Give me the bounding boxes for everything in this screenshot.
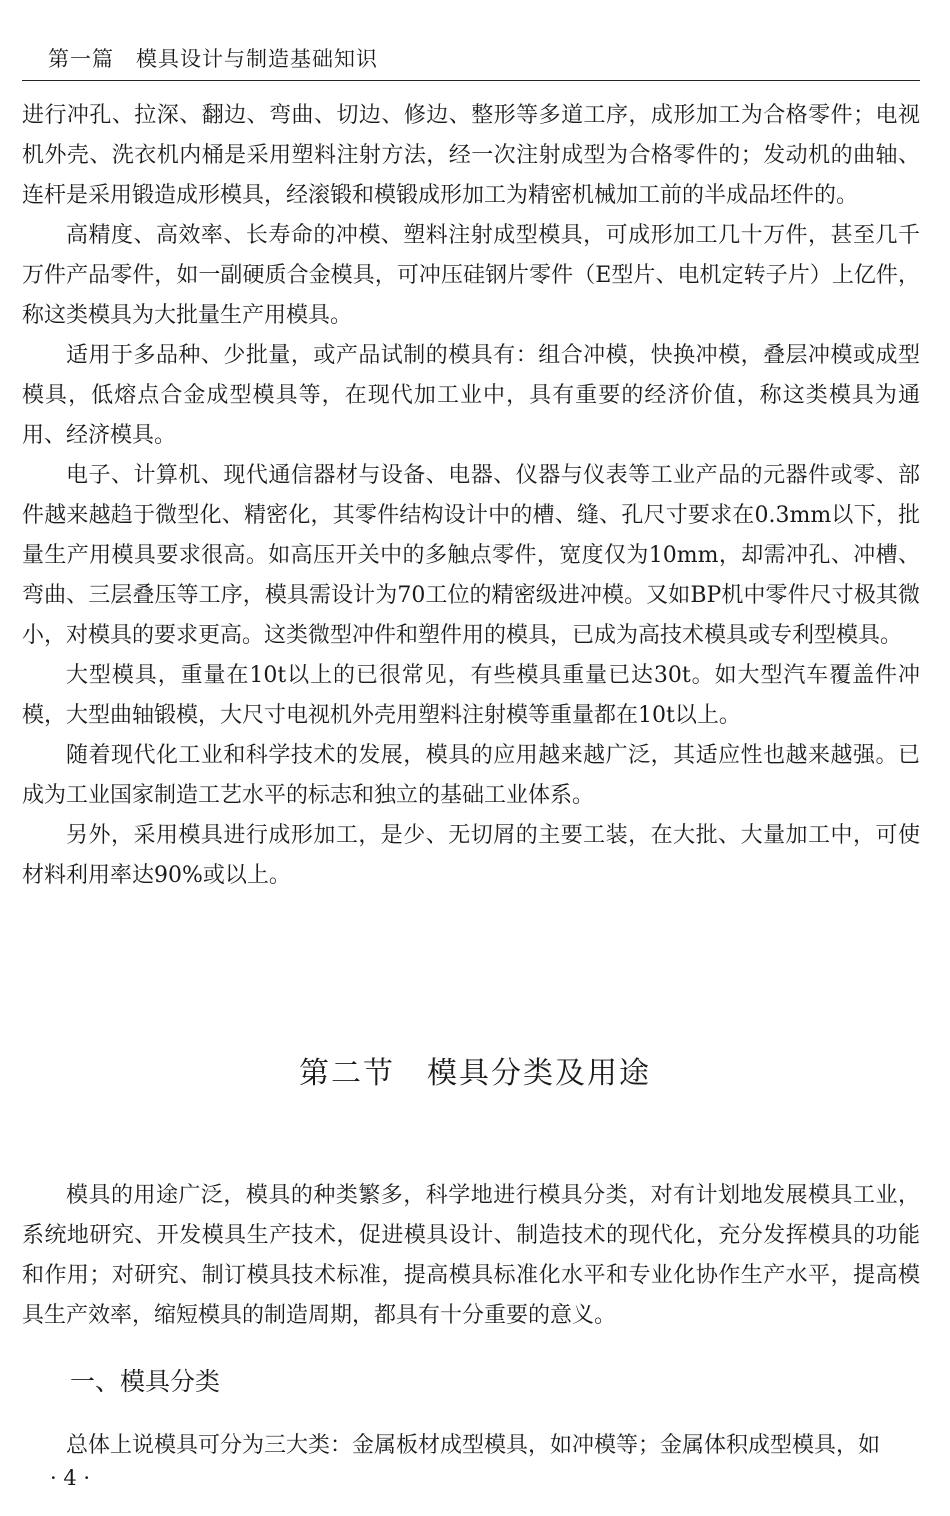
- paragraph: 总体上说模具可分为三大类：金属板材成型模具，如冲模等；金属体积成型模具，如: [66, 1433, 881, 1458]
- paragraph: 高精度、高效率、长寿命的冲模、塑料注射成型模具，可成形加工几十万件，甚至几千万件产品零件，如一副硬质合金模具，可冲压硅钢片零件（E型片、电机定转子片）上亿件，称这类模具为大批量生产用模具。: [22, 223, 920, 328]
- paragraph: 另外，采用模具进行成形加工，是少、无切屑的主要工装，在大批、大量加工中，可使材料利用率达90%或以上。: [22, 823, 920, 888]
- paragraph: 大型模具，重量在10t以上的已很常见，有些模具重量已达30t。如大型汽车覆盖件冲模，大型曲轴锻模，大尺寸电视机外壳用塑料注射模等重量都在10t以上。: [22, 663, 920, 728]
- paragraph: 进行冲孔、拉深、翻边、弯曲、切边、修边、整形等多道工序，成形加工为合格零件；电视机外壳、洗衣机内桶是采用塑料注射方法，经一次注射成型为合格零件的；发动机的曲轴、连杆是采用锻造成形模具，经滚锻和模锻成形加工为精密机械加工前的半成品坯件的。: [22, 103, 920, 208]
- section-title: 第二节 模具分类及用途: [299, 1056, 651, 1091]
- paragraph: 随着现代化工业和科学技术的发展，模具的应用越来越广泛，其适应性也越来越强。已成为工业国家制造工艺水平的标志和独立的基础工业体系。: [22, 743, 920, 808]
- section-intro: [22, 1176, 920, 1336]
- page-number: · 4 ·: [50, 1466, 91, 1490]
- running-title: 第一篇 模具设计与制造基础知识: [48, 47, 378, 71]
- section-body: [22, 1426, 920, 1466]
- paragraph: 适用于多品种、少批量，或产品试制的模具有：组合冲模，快换冲模，叠层冲模或成型模具，低熔点合金成型模具等，在现代加工业中，具有重要的经济价值，称这类模具为通用、经济模具。: [22, 343, 920, 448]
- paragraph: 电子、计算机、现代通信器材与设备、电器、仪器与仪表等工业产品的元器件或零、部件越来越趋于微型化、精密化，其零件结构设计中的槽、缝、孔尺寸要求在0.3mm以下，批量生产用模具要求很高。如高压开关中的多触点零件，宽度仅为10mm，却需冲孔、冲槽、弯曲、三层叠压等工序，模具需设计为70工位的精密级进冲模。又如BP机中零件尺寸极其微小，对模具的要求更高。这类微型冲件和塑件用的模具，已成为高技术模具或专利型模具。: [22, 463, 920, 648]
- running-header: [22, 0, 920, 81]
- subheading: 一、模具分类: [70, 1367, 221, 1396]
- body-text: [22, 96, 920, 896]
- paragraph: 模具的用途广泛，模具的种类繁多，科学地进行模具分类，对有计划地发展模具工业，系统地研究、开发模具生产技术，促进模具设计、制造技术的现代化，充分发挥模具的功能和作用；对研究、制订模具技术标准，提高模具标准化水平和专业化协作生产水平，提高模具生产效率，缩短模具的制造周期，都具有十分重要的意义。: [22, 1183, 920, 1328]
